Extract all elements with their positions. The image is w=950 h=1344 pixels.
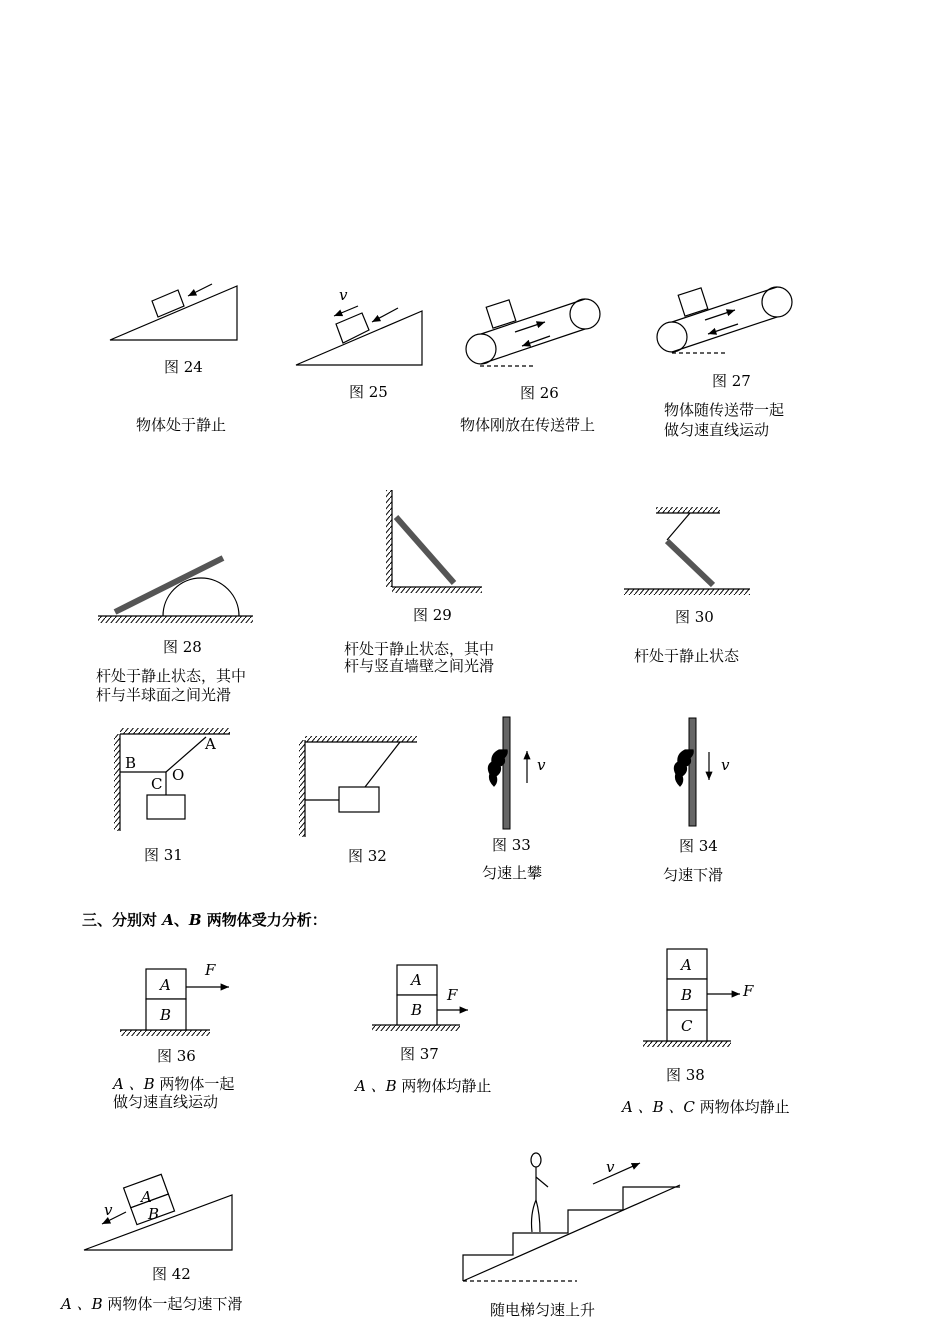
fig37-block-a: A xyxy=(411,971,422,989)
fig42-block-a: A xyxy=(141,1188,152,1206)
fig33-climber xyxy=(488,717,527,829)
fig34-label: 图 34 xyxy=(679,837,718,855)
fig31-label: 图 31 xyxy=(144,846,183,864)
fig37-desc: A 、B 两物体均静止 xyxy=(355,1077,492,1095)
section3-heading: 三、分别对 A、B 两物体受力分析： xyxy=(82,911,327,929)
fig36-force-f: F xyxy=(205,961,216,979)
fig42-v-label: v xyxy=(104,1201,113,1219)
fig33-v-label: v xyxy=(537,756,546,774)
fig32-hanging-system xyxy=(299,736,417,837)
fig31-point-b: B xyxy=(125,754,137,772)
escalator-figure xyxy=(463,1153,680,1281)
fig24-label: 图 24 xyxy=(164,358,203,376)
fig27-conveyor xyxy=(657,287,792,353)
fig29-label: 图 29 xyxy=(413,606,452,624)
fig38-label: 图 38 xyxy=(666,1066,705,1084)
fig37-force-f: F xyxy=(447,986,458,1004)
fig31-point-a: A xyxy=(205,735,216,753)
fig26-conveyor xyxy=(466,299,600,366)
fig42-desc: A 、B 两物体一起匀速下滑 xyxy=(61,1295,243,1313)
fig28-label: 图 28 xyxy=(163,638,202,656)
fig30-desc: 杆处于静止状态 xyxy=(634,647,740,665)
fig38-block-b: B xyxy=(681,986,693,1004)
fig28-rod-hemisphere xyxy=(98,558,253,623)
fig24-desc: 物体处于静止 xyxy=(136,416,227,434)
fig31-point-c: C xyxy=(151,775,163,793)
escalator-desc: 随电梯匀速上升 xyxy=(490,1301,596,1319)
fig27-desc1: 物体随传送带一起 xyxy=(664,401,785,419)
fig34-desc: 匀速下滑 xyxy=(663,866,724,884)
fig38-desc: A 、B 、C 两物体均静止 xyxy=(622,1098,790,1116)
escalator-v-label: v xyxy=(606,1158,615,1176)
fig36-desc1: A 、B 两物体一起 xyxy=(113,1075,235,1093)
fig33-label: 图 33 xyxy=(492,836,531,854)
fig42-label: 图 42 xyxy=(152,1265,191,1283)
fig27-desc2: 做匀速直线运动 xyxy=(664,421,770,439)
fig31-point-o: O xyxy=(172,766,185,784)
fig29-desc1: 杆处于静止状态，其中 xyxy=(344,640,495,658)
fig27-label: 图 27 xyxy=(712,372,751,390)
fig38-block-c: C xyxy=(681,1017,693,1035)
fig34-climber xyxy=(674,718,709,826)
fig30-label: 图 30 xyxy=(675,608,714,626)
fig29-rod-wall xyxy=(386,490,482,593)
fig36-block-a: A xyxy=(160,976,171,994)
fig25-v-label: v xyxy=(339,286,348,304)
fig28-desc2: 杆与半球面之间光滑 xyxy=(96,686,232,704)
fig38-force-f: F xyxy=(743,982,754,1000)
fig29-desc2: 杆与竖直墙壁之间光滑 xyxy=(344,657,495,675)
fig36-desc2: 做匀速直线运动 xyxy=(113,1093,219,1111)
fig36-block-b: B xyxy=(160,1006,172,1024)
fig30-rod-rope xyxy=(624,507,750,595)
fig25-incline xyxy=(296,306,422,365)
fig42-block-b: B xyxy=(148,1205,160,1223)
fig34-v-label: v xyxy=(721,756,730,774)
fig37-label: 图 37 xyxy=(400,1045,439,1063)
fig33-desc: 匀速上攀 xyxy=(482,864,543,882)
fig25-label: 图 25 xyxy=(349,383,388,401)
fig26-desc: 物体刚放在传送带上 xyxy=(460,416,596,434)
fig26-label: 图 26 xyxy=(520,384,559,402)
fig36-label: 图 36 xyxy=(157,1047,196,1065)
fig28-desc1: 杆处于静止状态，其中 xyxy=(96,667,247,685)
fig37-block-b: B xyxy=(411,1001,423,1019)
fig24-incline xyxy=(110,284,237,340)
fig32-label: 图 32 xyxy=(348,847,387,865)
fig38-block-a: A xyxy=(681,956,692,974)
